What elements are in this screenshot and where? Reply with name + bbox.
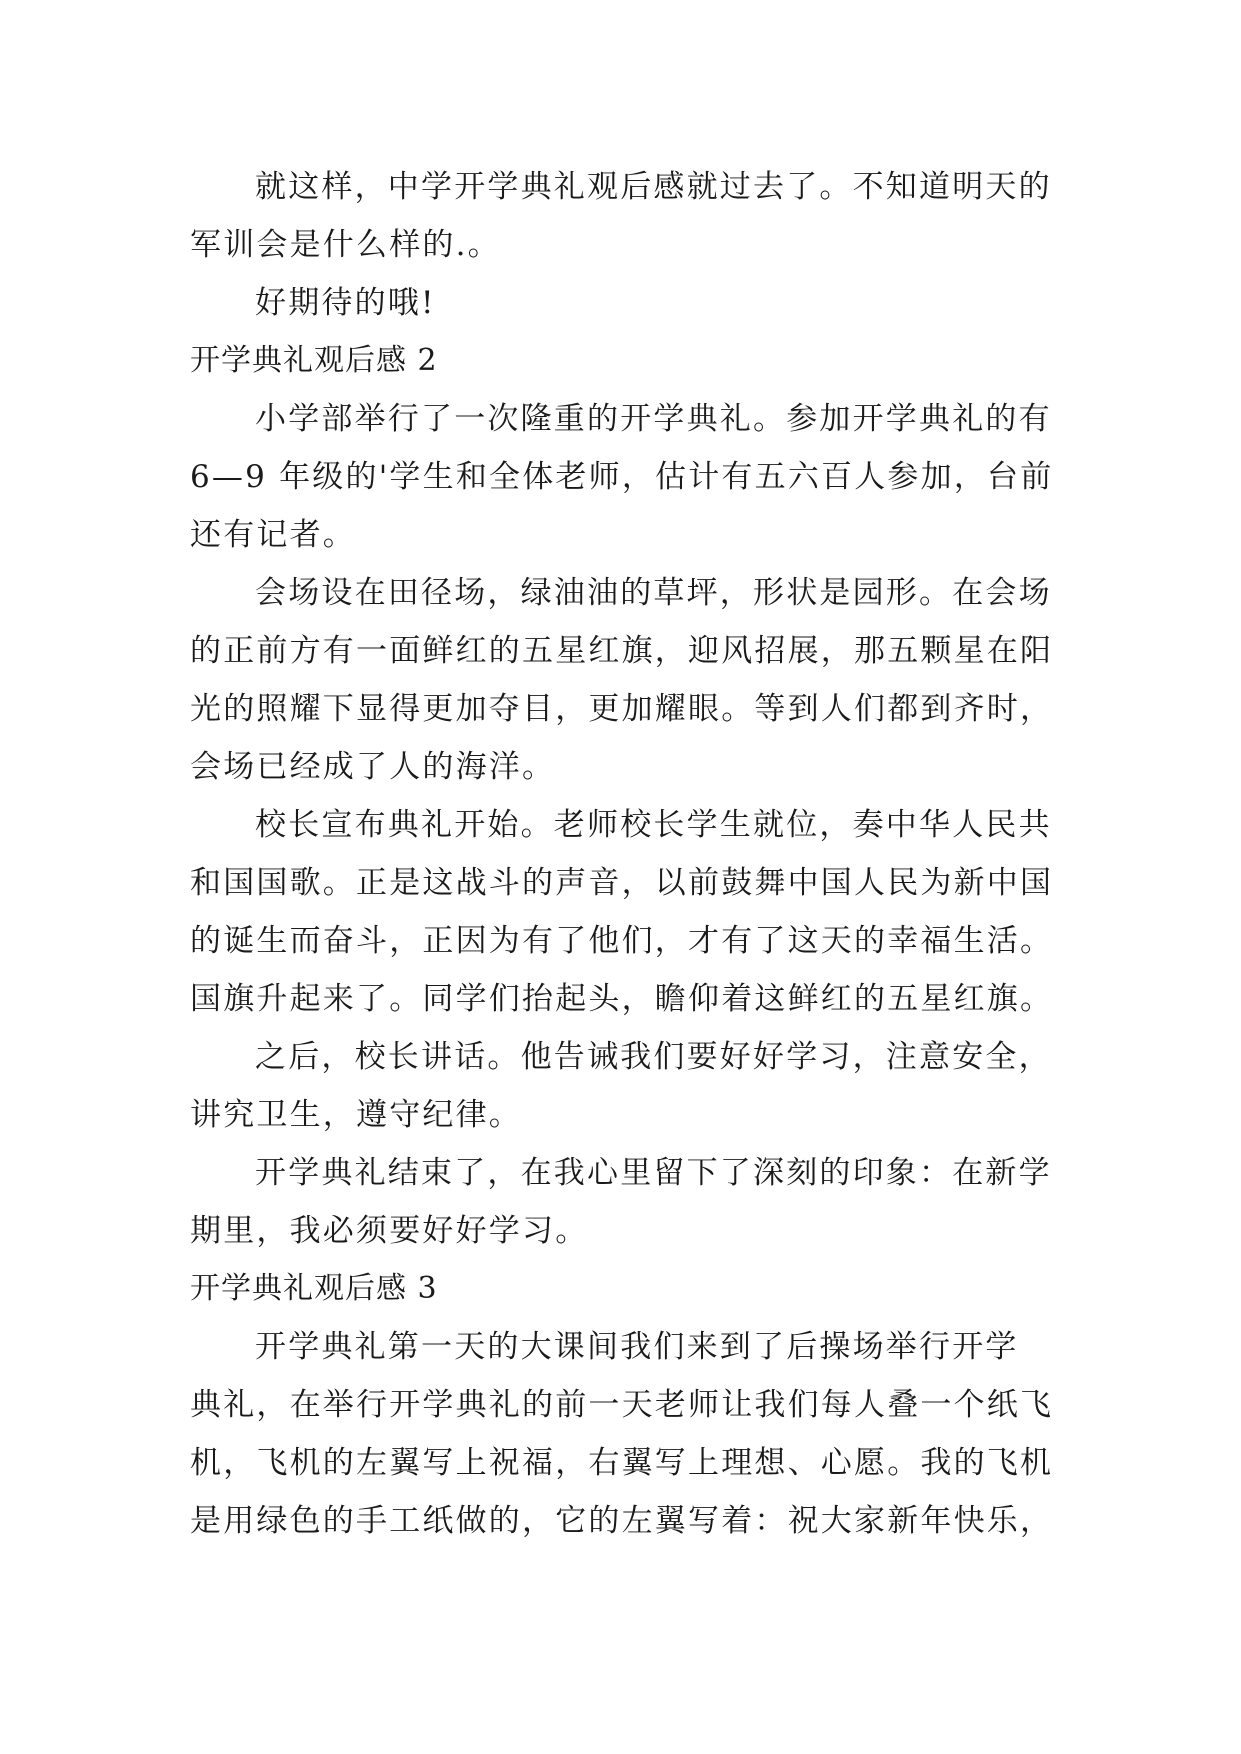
paragraph-line: 讲究卫生，遵守纪律。 (190, 1097, 522, 1133)
paragraph-line: 典礼，在举行开学典礼的前一天老师让我们每人叠一个纸飞 (190, 1387, 1054, 1423)
paragraph-line: 开学典礼结束了，在我心里留下了深刻的印象：在新学 (255, 1155, 1052, 1191)
paragraph-line: 就这样，中学开学典礼观后感就过去了。不知道明天的 (255, 169, 1052, 205)
paragraph-line: 的诞生而奋斗，正因为有了他们，才有了这天的幸福生活。 (190, 923, 1054, 959)
paragraph-line: 校长宣布典礼开始。老师校长学生就位，奏中华人民共 (255, 807, 1052, 843)
paragraph-line: 会场已经成了人的海洋。 (190, 749, 556, 785)
section-heading: 开学典礼观后感 3 (190, 1271, 438, 1306)
paragraph-line: 和国国歌。正是这战斗的声音，以前鼓舞中国人民为新中国 (190, 865, 1054, 901)
paragraph-line: 是用绿色的手工纸做的，它的左翼写着：祝大家新年快乐， (190, 1503, 1054, 1539)
paragraph-line: 之后，校长讲话。他告诫我们要好好学习，注意安全， (255, 1039, 1052, 1075)
paragraph-line: 还有记者。 (190, 517, 356, 553)
paragraph-line: 小学部举行了一次隆重的开学典礼。参加开学典礼的有 (255, 401, 1052, 437)
document-page (190, 158, 1060, 1550)
section-heading: 开学典礼观后感 2 (190, 343, 438, 378)
paragraph-line: 开学典礼第一天的大课间我们来到了后操场举行开学 (255, 1329, 1019, 1365)
paragraph-line: 好期待的哦! (255, 285, 436, 321)
paragraph-line: 国旗升起来了。同学们抬起头，瞻仰着这鲜红的五星红旗。 (190, 981, 1054, 1017)
paragraph-line: 6—9 年级的'学生和全体老师，估计有五六百人参加，台前 (190, 459, 1054, 495)
paragraph-line: 机，飞机的左翼写上祝福，右翼写上理想、心愿。我的飞机 (190, 1445, 1054, 1481)
paragraph-line: 会场设在田径场，绿油油的草坪，形状是园形。在会场 (255, 575, 1052, 611)
paragraph-line: 的正前方有一面鲜红的五星红旗，迎风招展，那五颗星在阳 (190, 633, 1054, 669)
paragraph-line: 期里，我必须要好好学习。 (190, 1213, 589, 1249)
paragraph-line: 光的照耀下显得更加夺目，更加耀眼。等到人们都到齐时， (190, 691, 1054, 727)
paragraph-line: 军训会是什么样的.。 (190, 227, 501, 263)
